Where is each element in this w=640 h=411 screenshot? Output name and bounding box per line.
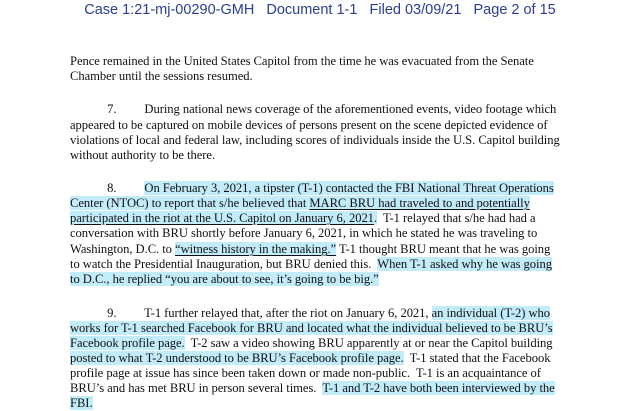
text-segment: appeared to be captured on mobile devices of persons present on the scene depicted evidence of <box>70 118 548 132</box>
text-line <box>70 336 553 351</box>
text-line <box>70 321 553 336</box>
text-segment: Washington, D.C. to <box>70 242 176 256</box>
text-line <box>70 226 537 241</box>
highlighted-text: On February 3, 2021, a tipster (T-1) contacted the FBI National Threat Operations <box>144 181 554 195</box>
text-segment: T-1 relayed that s/he had had a <box>377 211 536 225</box>
text-segment: Pence remained in the United States Capitol from the time he was evacuated from the Senate <box>70 54 534 68</box>
text-segment: T-1 stated that the Facebook <box>403 351 551 365</box>
text-line <box>70 196 530 211</box>
text-line <box>70 69 253 84</box>
text-line <box>70 351 550 366</box>
highlighted-text: participated in the riot at the U.S. Capitol on January 6, 2021 <box>70 211 374 225</box>
highlighted-text: T-1 and T-2 have both been interviewed by the <box>322 381 555 395</box>
text-segment: T-1 thought BRU meant that he was going <box>336 242 551 256</box>
highlighted-text: works for T-1 searched Facebook for BRU and located what the individual believed to be BRU’s <box>70 321 553 335</box>
text-segment: 8. <box>70 181 145 195</box>
text-line <box>70 272 379 287</box>
text-line <box>70 211 536 226</box>
text-segment: Chamber until the sessions resumed. <box>70 69 253 83</box>
highlighted-text: . <box>373 211 378 225</box>
highlighted-text: an individual (T-2) who <box>431 306 550 320</box>
highlighted-text: to D.C., he replied “you are about to see, it’s going to be big.” <box>70 272 379 286</box>
highlighted-text: Center (NTOC) to report that s/he believed that <box>70 196 310 210</box>
text-segment: T-2 saw a video showing BRU apparently at or near the Capitol building <box>184 336 553 350</box>
text-line <box>70 181 554 196</box>
text-line <box>70 381 555 396</box>
text-line <box>70 306 550 321</box>
highlighted-text: “witness history in the making.” <box>175 242 337 256</box>
highlighted-text: FBI. <box>70 396 93 410</box>
highlighted-text: When T-1 asked why he was going <box>377 257 552 271</box>
highlighted-text: posted to what T-2 understood to be BRU’s Facebook profile page. <box>70 351 404 365</box>
highlighted-text: Facebook profile page. <box>70 336 185 350</box>
text-segment: BRU’s and has met BRU in person several times. <box>70 381 323 395</box>
text-line <box>70 366 541 381</box>
text-line <box>70 54 534 69</box>
text-line <box>70 133 560 148</box>
page-header: Case 1:21-mj-00290-GMH Document 1-1 Filed 03/09/21 Page 2 of 15 <box>84 2 556 18</box>
text-segment: 9. T-1 further relayed that, after the riot on January 6, 2021, <box>70 306 432 320</box>
text-line <box>70 257 552 272</box>
text-segment: violations of local and federal law, including scores of individuals inside the U.S. Capitol building <box>70 133 560 147</box>
highlighted-text: MARC BRU had traveled to and potentially <box>309 196 530 210</box>
text-line <box>70 102 556 117</box>
text-segment: conversation with BRU shortly before January 6, 2021, in which he stated he was traveling to <box>70 226 538 240</box>
text-segment: 7. During national news coverage of the aforementioned events, video footage which <box>70 102 557 116</box>
text-segment: to watch the Presidential Inauguration, but BRU denied this. <box>70 257 378 271</box>
text-line <box>70 148 215 163</box>
text-line <box>70 118 548 133</box>
text-line <box>70 396 93 411</box>
text-segment: profile page at issue has since been taken down or made non-public. T-1 is an acquaintance of <box>70 366 541 380</box>
text-line <box>70 242 550 257</box>
text-segment: without authority to be there. <box>70 148 216 162</box>
